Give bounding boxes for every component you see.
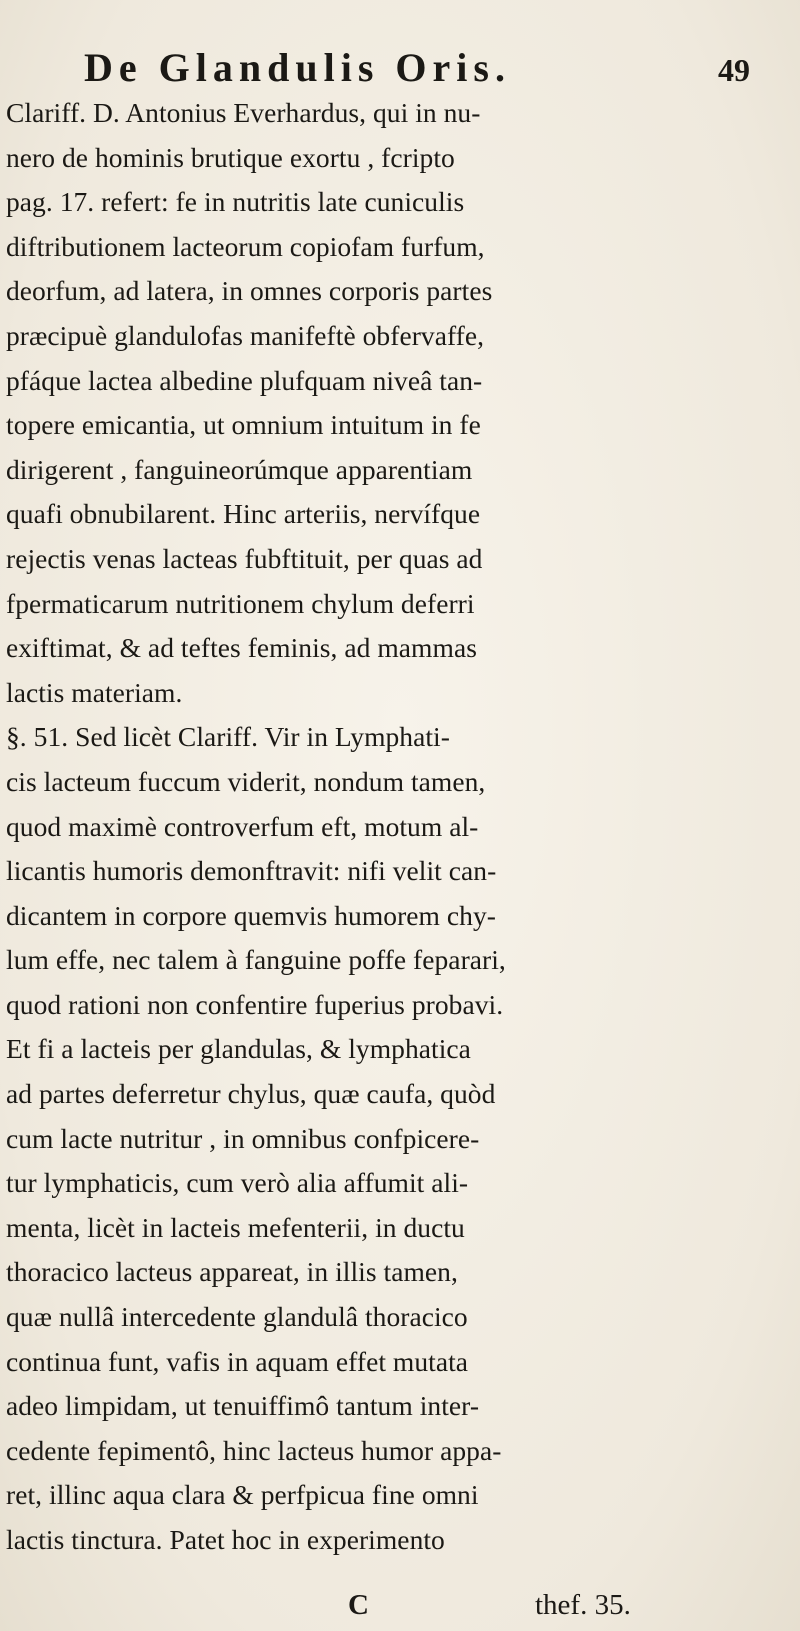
text-line: cum lacte nutritur , in omnibus confpicere- <box>6 1122 480 1154</box>
catchword: thef. 35. <box>535 1589 631 1621</box>
signature-mark: C <box>348 1589 369 1621</box>
text-line: fpermaticarum nutritionem chylum deferri <box>6 587 475 619</box>
page-footer <box>0 1589 800 1629</box>
text-line: cedente fepimentô, hinc lacteus humor appa- <box>6 1434 502 1466</box>
text-line: quod maximè controverfum eft, motum al- <box>6 810 479 842</box>
text-line: quafi obnubilarent. Hinc arteriis, nervífque <box>6 498 481 530</box>
text-line: ad partes deferretur chylus, quæ caufa, quòd <box>6 1078 496 1110</box>
text-line: pag. 17. refert: fe in nutritis late cuniculis <box>6 186 465 218</box>
text-line: lum effe, nec talem à fanguine poffe feparari, <box>6 944 506 976</box>
text-line: menta, licèt in lacteis mefenterii, in ductu <box>6 1211 465 1243</box>
text-line: cis lacteum fuccum viderit, nondum tamen, <box>6 765 486 797</box>
page-number: 49 <box>718 52 750 88</box>
text-line: exiftimat, & ad teftes feminis, ad mammas <box>6 632 477 664</box>
text-line: ret, illinc aqua clara & perfpicua fine omni <box>6 1479 479 1511</box>
text-line: præcipuè glandulofas manifeftè obfervaffe, <box>6 319 485 351</box>
text-line: nero de hominis brutique exortu , fcripto <box>6 141 455 173</box>
text-line: licantis humoris demonftravit: nifi velit can- <box>6 855 497 887</box>
text-line: tur lymphaticis, cum verò alia affumit ali- <box>6 1167 469 1199</box>
text-line: Et fi a lacteis per glandulas, & lymphatica <box>6 1033 471 1065</box>
text-line: dirigerent , fanguineorúmque apparentiam <box>6 453 473 485</box>
running-head: De Glandulis Oris. <box>84 45 511 90</box>
text-line: §. 51. Sed licèt Clariff. Vir in Lymphati- <box>6 721 450 753</box>
text-line: quæ nullâ intercedente glandulâ thoracico <box>6 1301 468 1333</box>
text-line: topere emicantia, ut omnium intuitum in fe <box>6 409 481 441</box>
text-line: dicantem in corpore quemvis humorem chy- <box>6 899 496 931</box>
text-line: pfáque lactea albedine plufquam niveâ tan- <box>6 364 483 396</box>
text-line: Clariff. D. Antonius Everhardus, qui in nu- <box>6 97 481 128</box>
text-line: lactis materiam. <box>6 676 183 708</box>
text-line: thoracico lacteus appareat, in illis tamen, <box>6 1256 458 1288</box>
text-line: quod rationi non confentire fuperius probavi. <box>6 988 504 1020</box>
body-text <box>6 91 796 1563</box>
text-line: lactis tinctura. Patet hoc in experimento <box>6 1524 445 1555</box>
page-header <box>0 44 800 94</box>
text-line: deorfum, ad latera, in omnes corporis partes <box>6 275 493 307</box>
text-line: rejectis venas lacteas fubftituit, per quas ad <box>6 542 483 574</box>
text-line: diftributionem lacteorum copiofam furfum, <box>6 230 485 262</box>
text-line: continua funt, vafis in aquam effet mutata <box>6 1345 469 1377</box>
text-line: adeo limpidam, ut tenuiffimô tantum inter- <box>6 1390 480 1422</box>
